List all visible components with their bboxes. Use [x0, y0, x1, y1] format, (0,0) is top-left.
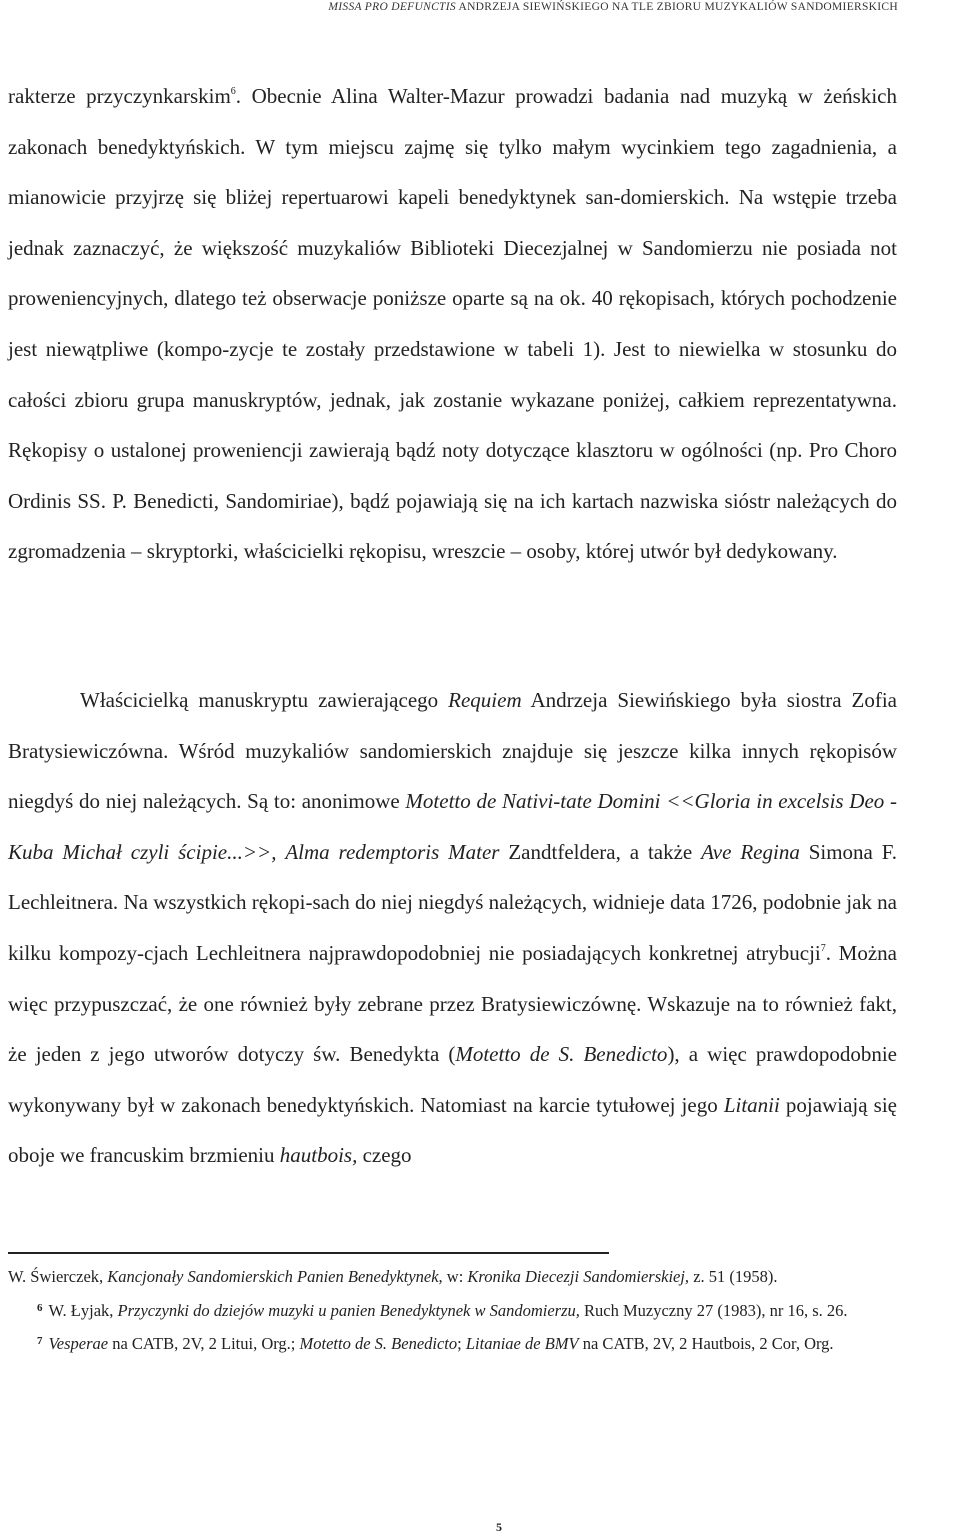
paragraph-1-text-a: rakterze przyczynkarskim [8, 84, 231, 108]
fn5-journal: Kronika Diecezji Sandomierskiej, [467, 1267, 690, 1286]
header-rest-title: ANDRZEJA SIEWIŃSKIEGO NA TLE ZBIORU MUZYKALIÓW SANDOMIERSKICH [455, 1, 898, 13]
paragraph-2-text-g: ), a więc prawdopodobnie wykonywany był w zakonach benedyktyńskich. Natomiast na karcie tytułowej jego [8, 1042, 898, 1117]
running-header-text [328, 1, 898, 13]
paragraph-2-text-f: . Można więc przypuszczać, że one również były zebrane przez Bratysiewiczównę. Wskazuje na to również fakt, że jeden z jego utworów dotyczy św. Benedykta ( [8, 940, 897, 1067]
title-requiem: Requiem [448, 688, 522, 712]
fn7-litaniae: Litaniae de BMV [465, 1334, 579, 1353]
footnote-6 [8, 1295, 958, 1325]
fn6-title: Przyczynki do dziejów muzyki u panien Benedyktynek w Sandomierzu, [117, 1300, 580, 1320]
fn7-number: 7 [37, 1335, 43, 1347]
fn7-vesperae: Vesperae [48, 1334, 109, 1353]
footnote-ref-7[interactable]: 7 [820, 942, 826, 954]
fn6-end: Ruch Muzyczny 27 (1983), nr 16, s. 26. [579, 1300, 848, 1320]
paragraph-1 [8, 71, 897, 577]
paragraph-2-text-e: Simona F. Lechleitnera. Na wszystkich rękopi-sach do niej niegdyś należących, widnieje data 1726, podobnie jak na kilku kompozy-cjach Lechleitnera najprawdopodobniej nie posiadających konkretnej atrybucji [8, 839, 898, 965]
paragraph-2-text-h: pojawiają się oboje we francuskim brzmieniu [8, 1092, 897, 1168]
fn5-author: W. Świerczek, [8, 1267, 108, 1286]
fn7-text-c: na CATB, 2V, 2 Hautbois, 2 Cor, Org. [578, 1334, 834, 1353]
paragraph-2-text-a: Właścicielką manuskryptu zawierającego [80, 688, 449, 712]
footnote-separator [8, 1252, 609, 1254]
header-italic-title: MISSA PRO DEFUNCTIS [328, 1, 456, 13]
paragraph-2-text-i: czego [357, 1143, 412, 1168]
fn7-motetto: Motetto de S. Benedicto [299, 1334, 458, 1353]
fn5-end: z. 51 (1958). [689, 1267, 778, 1286]
paragraph-1-text-b: . Obecnie Alina Walter-Mazur prowadzi badania nad muzyką w żeńskich zakonach benedyktyńskich. W tym miejscu zajmę się tylko małym wycinkiem tego zagadnienia, a mianowicie przyjrzę się bliżej repertuarowi kapeli benedyktynek san-domierskich. Na wstępie trzeba jednak zaznaczyć, że większość muzykaliów Biblioteki Diecezjalnej w Sandomierzu nie posiada not proweniencyjnych, dlatego też obserwacje poniższe oparte są na ok. 40 rękopisach, których pochodzenie jest niewątpliwe (kompo-zycje te zostały przedstawione w tabeli 1). Jest to niewielka w stosunku do całości zbioru grupa manuskryptów, jednak, jak zostanie wykazane poniżej, całkiem reprezentatywna. Rękopisy o ustalonej proweniencji zawierają bądź noty dotyczące klasztoru w ogólności (np. Pro Choro Ordinis SS. P. Benedicti, Sandomiriae), bądź pojawiają się na ich kartach nazwiska sióstr należących do zgromadzenia – skryptorki, właścicielki rękopisu, wreszcie – osoby, której utwór był dedykowany. [8, 84, 898, 564]
fn7-text-a: na CATB, 2V, 2 Litui, Org.; [108, 1334, 300, 1353]
title-motetto-benedicto: Motetto de S. Benedicto [455, 1042, 668, 1067]
term-hautbois: hautbois, [279, 1143, 358, 1168]
title-motetto-nativitate: Motetto de Nativi-tate Domini <<Gloria in excelsis Deo - Kuba Michał czyli ścipie...>>, [8, 789, 897, 864]
footnote-7 [8, 1328, 958, 1358]
footnote-ref-6[interactable]: 6 [230, 86, 236, 97]
footnote-5 [8, 1263, 958, 1291]
page-number: 5 [496, 1520, 502, 1534]
fn7-text-b: ; [457, 1334, 466, 1353]
fn5-mid: w: [442, 1267, 468, 1286]
fn6-author: W. Łyjak, [48, 1300, 118, 1320]
paragraph-2-text-c [276, 840, 285, 864]
paragraph-2-text-d: Zandtfeldera, a także [499, 839, 702, 864]
paragraph-2 [8, 675, 897, 1181]
title-ave-regina: Ave Regina [701, 839, 800, 864]
fn6-number: 6 [37, 1301, 43, 1314]
paragraph-2-text-b: Andrzeja Siewińskiego była siostra Zofia Bratysiewiczówna. Wśród muzykaliów sandomierskich znajduje się jeszcze kilka innych rękopisów niegdyś do niej należących. Są to: anonimowe [8, 688, 897, 814]
title-alma-redemptoris: Alma redemptoris Mater [285, 839, 500, 864]
title-litanii: Litanii [723, 1092, 780, 1117]
footnotes [8, 1263, 958, 1362]
fn5-title: Kancjonały Sandomierskich Panien Benedyktynek, [107, 1267, 443, 1286]
